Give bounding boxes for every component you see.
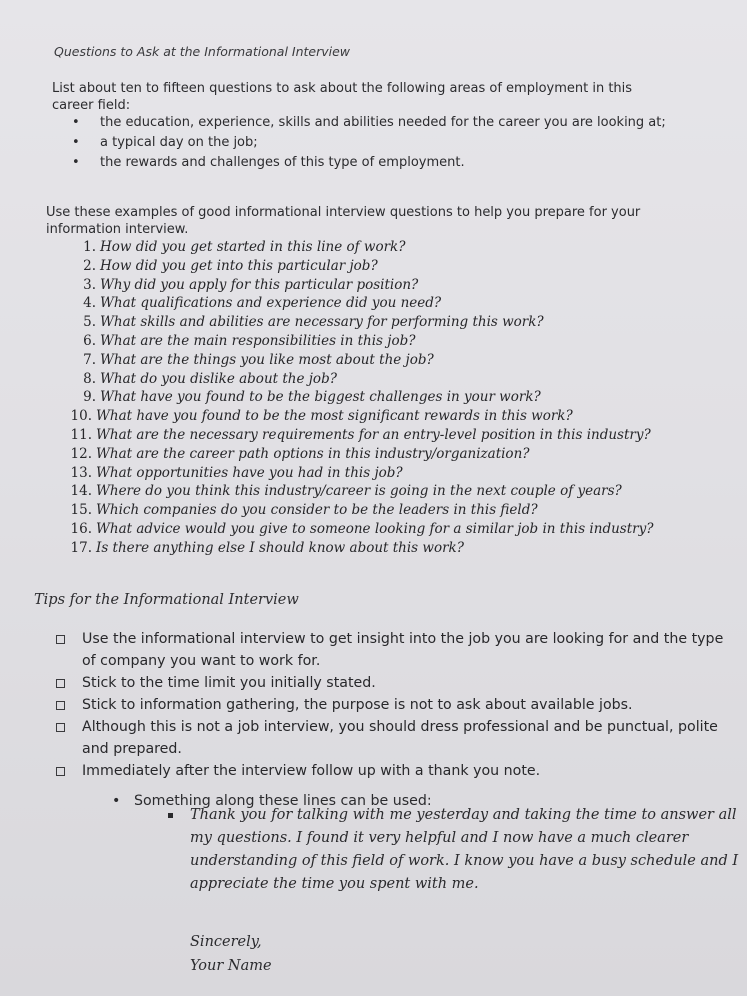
question-item: 15. Which companies do you consider to be the leaders in this field? [70, 502, 538, 519]
section-title-tips: Tips for the Informational Interview [34, 592, 299, 608]
tips-list [56, 628, 736, 782]
bullet-dot-icon: • [72, 155, 80, 170]
checkbox-square-icon [56, 635, 65, 644]
question-item: 17. Is there anything else I should know about this work? [70, 539, 464, 556]
checkbox-square-icon [56, 679, 65, 688]
question-item: 14. Where do you think this industry/career is going in the next couple of years? [70, 483, 622, 500]
question-item: 5. What skills and abilities are necessary for performing this work? [83, 314, 544, 331]
intro-paragraph: List about ten to fifteen questions to ask about the following areas of employment in this career field: [52, 81, 633, 113]
question-item: 7. What are the things you like most about the job? [83, 351, 434, 368]
checkbox-square-icon [56, 723, 65, 732]
bullet-dot-icon: • [72, 135, 80, 150]
examples-paragraph: Use these examples of good informational interview questions to help you prepare for your information interview. [46, 205, 641, 237]
tip-item: Stick to the time limit you initially stated. [56, 672, 736, 694]
bullet-item: • a typical day on the job; [72, 135, 258, 150]
question-item: 10. What have you found to be the most significant rewards in this work? [70, 408, 573, 425]
question-item: 12. What are the career path options in this industry/organization? [70, 445, 530, 462]
bullet-item: • the rewards and challenges of this type of employment. [72, 155, 465, 170]
tip-item: Immediately after the interview follow up with a thank you note. [56, 760, 736, 782]
areas-bullet-list [72, 114, 672, 174]
question-item: 6. What are the main responsibilities in this job? [83, 332, 416, 349]
question-item: 3. Why did you apply for this particular position? [83, 276, 419, 293]
question-item: 16. What advice would you give to someone looking for a similar job in this industry? [70, 520, 654, 537]
question-item: 13. What opportunities have you had in this job? [70, 464, 403, 481]
question-item: 9. What have you found to be the biggest challenges in your work? [83, 389, 541, 406]
question-item: 11. What are the necessary requirements for an entry-level position in this industry? [70, 426, 651, 443]
tip-item: Use the informational interview to get insight into the job you are looking for and the type of company you want to work for. [56, 628, 736, 672]
question-item: 8. What do you dislike about the job? [83, 370, 337, 387]
question-item: 1. How did you get started in this line of work? [83, 239, 406, 255]
bullet-dot-icon: • [112, 793, 121, 809]
question-list [56, 238, 706, 558]
question-item: 4. What qualifications and experience did you need? [83, 295, 442, 312]
bullet-dot-icon: • [72, 115, 80, 130]
closing-text: Sincerely, [190, 934, 262, 950]
signature-name: Your Name [190, 958, 272, 974]
section-title-questions: Questions to Ask at the Informational Interview [54, 44, 351, 59]
signature-block [190, 930, 272, 978]
question-item: 2. How did you get into this particular job? [83, 257, 378, 274]
checkbox-square-icon [56, 767, 65, 776]
sub-bullet: • Something along these lines can be used: [112, 790, 432, 812]
thank-you-quote: Thank you for talking with me yesterday and taking the time to answer all my questions. I found it very helpful and I now have a much clearer understanding of this field of work. I know you have a busy schedule and I appreciate the time you spent with me. [168, 804, 747, 896]
tip-item: Stick to information gathering, the purpose is not to ask about available jobs. [56, 694, 736, 716]
square-bullet-icon [168, 813, 173, 818]
bullet-item: • the education, experience, skills and abilities needed for the career you are looking at; [72, 115, 666, 130]
checkbox-square-icon [56, 701, 65, 710]
tip-item: Although this is not a job interview, you should dress professional and be punctual, polite and prepared. [56, 716, 736, 760]
